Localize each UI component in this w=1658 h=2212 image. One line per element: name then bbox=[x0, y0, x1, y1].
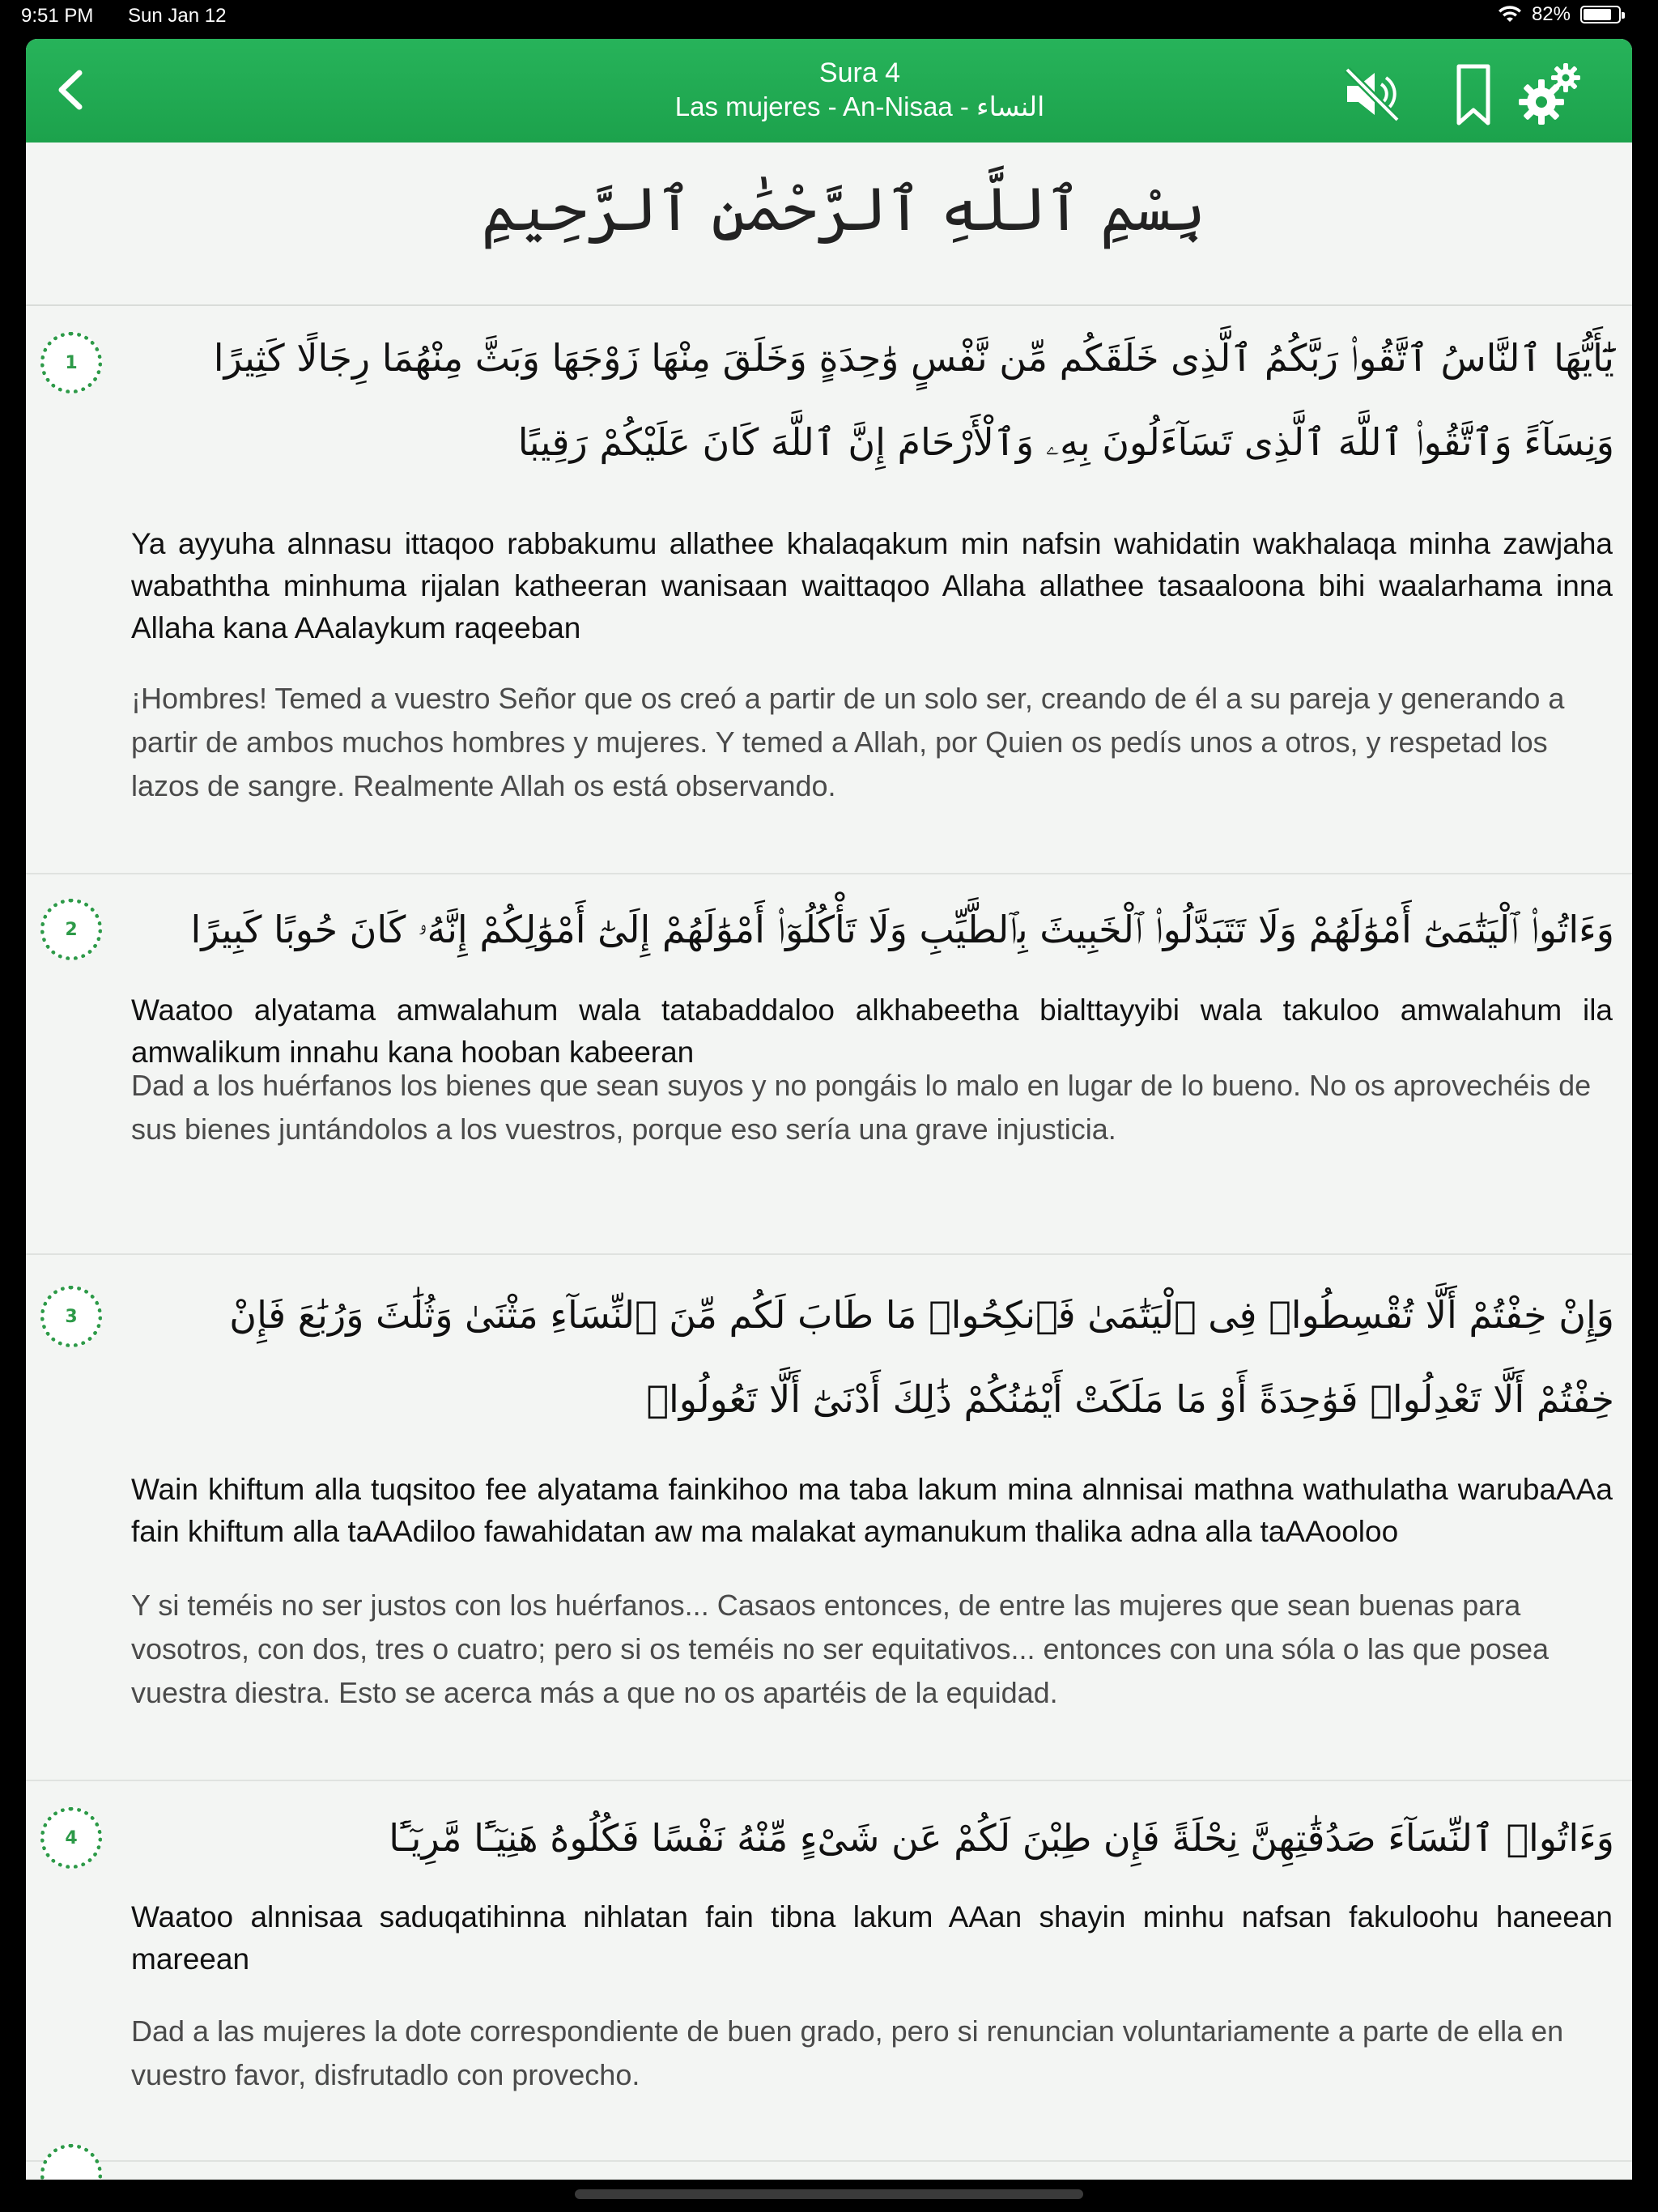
verse-transliteration: Waatoo alyatama amwalahum wala tatabaddaloo alkhabeetha bialttayyibi wala takuloo amwalahum ila amwalikum innahu kana hooban kabeeran bbox=[131, 993, 1613, 1069]
status-date: Sun Jan 12 bbox=[128, 5, 227, 27]
verse-number-badge: 2 bbox=[40, 899, 102, 960]
sound-off-icon[interactable] bbox=[1339, 60, 1407, 128]
app-window bbox=[26, 39, 1632, 2180]
verse-transliteration: Wain khiftum alla tuqsitoo fee alyatama fainkihoo ma taba lakum mina alnnisai mathna wathulatha warubaAAa fain khiftum alla taAAdiloo fawahidatan aw ma malakat aymanukum thalika adna alla taAAooloo bbox=[131, 1473, 1613, 1548]
verse-1[interactable] bbox=[26, 306, 1632, 874]
nav-bar bbox=[26, 39, 1632, 143]
status-time: 9:51 PM bbox=[21, 5, 94, 27]
verse-translation: Dad a los huérfanos los bienes que sean suyos y no pongáis lo malo en lugar de lo bueno. No os aprovechéis de sus bienes juntándolos a los vuestros, porque eso sería una grave injusticia. bbox=[131, 1069, 1592, 1146]
verse-arabic: يَٰٓأَيُّهَا ٱلنَّاسُ ٱتَّقُوا۟ رَبَّكُمُ ٱلَّذِى خَلَقَكُم مِّن نَّفْسٍ وَٰحِدَةٍ وَخَلَقَ مِنْهَا زَوْجَهَا وَبَثَّ مِنْهُمَا رِجَالًا كَثِيرًا وَنِسَآءً وَٱتَّقُوا۟ ٱللَّهَ ٱلَّذِى تَسَآءَلُونَ بِهِۦ وَٱلْأَرْحَامَ إِنَّ ٱللَّهَ كَانَ عَلَيْكُمْ رَقِيبًا bbox=[213, 336, 1614, 464]
bismillah-calligraphy: بِسْمِ ٱللَّهِ ٱلرَّحْمَٰنِ ٱلرَّحِيمِ bbox=[481, 175, 1206, 245]
verse-translation: ¡Hombres! Temed a vuestro Señor que os creó a partir de un solo ser, creando de él a su pareja y generando a partir de ambos muchos hombres y mujeres. Y temed a Allah, por Quien os pedís unos a otros, y respetad los lazos de sangre. Realmente Allah os está observando. bbox=[131, 682, 1565, 802]
sura-subtitle: Las mujeres - An-Nisaa - النساء bbox=[674, 91, 1045, 121]
verse-number-badge: 3 bbox=[40, 1286, 102, 1347]
verse-arabic: وَءَاتُوا۟ ٱلنِّسَآءَ صَدُقَٰتِهِنَّ نِحْلَةً فَإِن طِبْنَ لَكُمْ عَن شَىْءٍ مِّنْهُ نَفْسًا فَكُلُوهُ هَنِيٓـًٔا مَّرِيٓـًٔا bbox=[389, 1816, 1614, 1860]
verse-number-badge: 4 bbox=[40, 1807, 102, 1869]
battery-tip bbox=[1622, 12, 1625, 19]
wifi-icon bbox=[1498, 5, 1522, 24]
verse-4[interactable] bbox=[26, 1781, 1632, 2162]
bismillah-header bbox=[26, 143, 1632, 306]
back-chevron-icon[interactable] bbox=[42, 62, 99, 118]
settings-gear-icon[interactable] bbox=[1517, 60, 1585, 128]
status-bar bbox=[0, 0, 1658, 36]
home-indicator[interactable] bbox=[575, 2189, 1083, 2199]
battery-percent: 82% bbox=[1531, 3, 1571, 25]
verse-transliteration: Waatoo alnnisaa saduqatihinna nihlatan fain tibna lakum AAan shayin minhu nafsan fakuloohu haneean mareean bbox=[131, 1900, 1613, 1976]
verse-arabic: وَءَاتُوا۟ ٱلْيَتَٰمَىٰٓ أَمْوَٰلَهُمْ وَلَا تَتَبَدَّلُوا۟ ٱلْخَبِيثَ بِٱلطَّيِّبِ وَلَا تَأْكُلُوٓا۟ أَمْوَٰلَهُمْ إِلَىٰٓ أَمْوَٰلِكُمْ إِنَّهُۥ كَانَ حُوبًا كَبِيرًا bbox=[190, 908, 1614, 951]
battery-icon bbox=[1580, 6, 1621, 23]
verse-2[interactable] bbox=[26, 874, 1632, 1255]
verse-3[interactable] bbox=[26, 1255, 1632, 1781]
bookmark-icon[interactable] bbox=[1439, 60, 1507, 128]
status-right bbox=[1498, 3, 1621, 26]
verse-translation: Y si teméis no ser justos con los huérfanos... Casaos entonces, de entre las mujeres que sean buenas para vosotros, con dos, tres o cuatro; pero si os teméis no ser equitativos... entonces con una sóla o las que posea vuestra diestra. Esto se acerca más a que no os apartéis de la equidad. bbox=[131, 1589, 1549, 1709]
verse-translation: Dad a las mujeres la dote correspondiente de buen grado, pero si renuncian voluntariamente a parte de ella en vuestro favor, disfrutadlo con provecho. bbox=[131, 2014, 1564, 2091]
sura-title: Sura 4 bbox=[818, 57, 901, 88]
battery-level bbox=[1584, 9, 1611, 20]
verse-transliteration: Ya ayyuha alnnasu ittaqoo rabbakumu allathee khalaqakum min nafsin wahidatin wakhalaqa minha zawjaha wabaththa minhuma rijalan katheeran wanisaan waittaqoo Allaha allathee tasaaloona bihi waalarhama inna Allaha kana AAalaykum raqeeban bbox=[131, 527, 1613, 644]
verse-arabic: وَإِنْ خِفْتُمْ أَلَّا تُقْسِطُوا۟ فِى ٱلْيَتَٰمَىٰ فَٱنكِحُوا۟ مَا طَابَ لَكُم مِّنَ ٱلنِّسَآءِ مَثْنَىٰ وَثُلَٰثَ وَرُبَٰعَ فَإِنْ خِفْتُمْ أَلَّا تَعْدِلُوا۟ فَوَٰحِدَةً أَوْ مَا مَلَكَتْ أَيْمَٰنُكُمْ ذَٰلِكَ أَدْنَىٰٓ أَلَّا تَعُولُوا۟ bbox=[229, 1293, 1614, 1421]
verse-number-badge: 1 bbox=[40, 332, 102, 393]
